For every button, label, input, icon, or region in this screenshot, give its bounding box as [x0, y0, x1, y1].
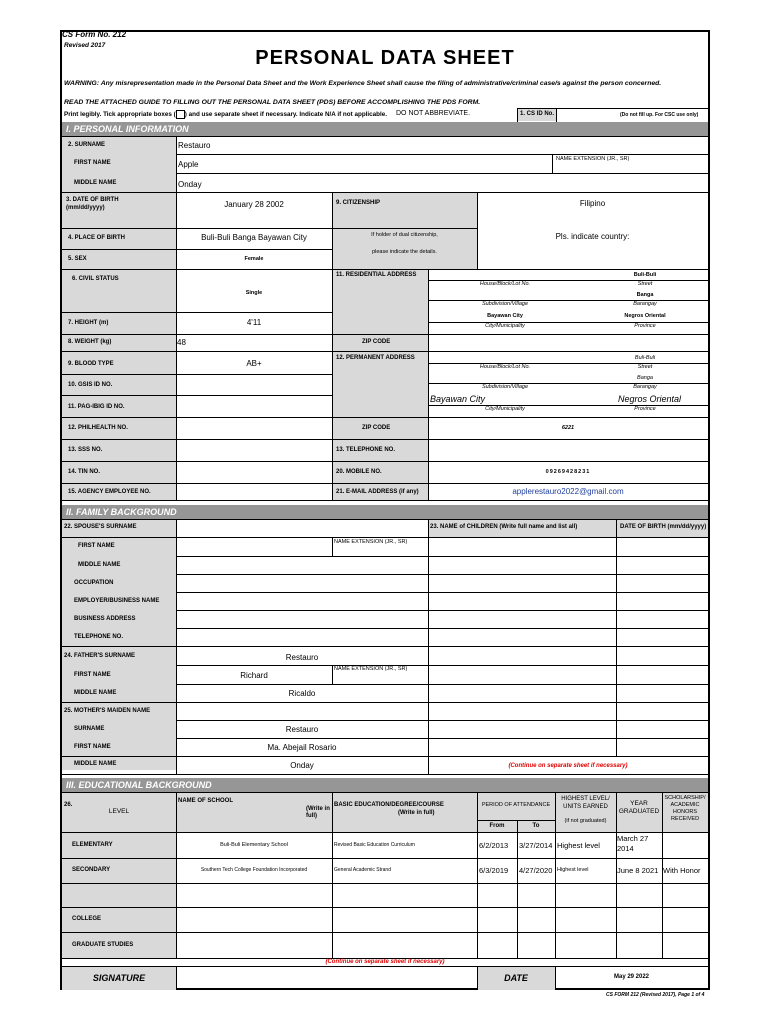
edu-honors-secondary[interactable]: With Honor: [663, 866, 701, 875]
children-label: 23. NAME of CHILDREN (Write full name and list all): [430, 524, 578, 530]
res-house-value[interactable]: Buli-Buli: [633, 272, 657, 278]
perm-barangay-label: Barangay: [633, 384, 657, 390]
sex-value[interactable]: Female: [244, 256, 264, 262]
date-label: DATE: [504, 973, 528, 983]
edu-to-elementary[interactable]: 3/27/2014: [519, 841, 553, 850]
form-footer: CS FORM 212 (Revised 2017), Page 1 of 4: [606, 992, 705, 998]
level-header: LEVEL: [108, 808, 130, 815]
telephone-label: 13. TELEPHONE NO.: [336, 447, 396, 453]
weight-value[interactable]: 48: [177, 338, 186, 347]
sss-label: 13. SSS NO.: [68, 447, 103, 453]
res-barangay-label: Barangay: [633, 301, 657, 307]
spouse-firstname-label: FIRST NAME: [78, 543, 115, 549]
dual-citizenship-note: If holder of dual citizenship,: [371, 232, 438, 238]
spouse-name-ext-label: NAME EXTENSION (JR., SR): [334, 539, 408, 545]
education-continue-note: (Continue on separate sheet if necessary): [325, 959, 445, 965]
blood-type-value[interactable]: AB+: [246, 359, 262, 368]
education-number: 26.: [64, 802, 73, 808]
zip-code-2-label: ZIP CODE: [362, 425, 391, 431]
res-house-label: House/Block/Lot No.: [479, 281, 531, 287]
personal-data-sheet: [60, 30, 710, 990]
email-label: 21. E-MAIL ADDRESS (if any): [336, 489, 419, 495]
from-header: From: [489, 823, 505, 829]
res-village-value[interactable]: Banga: [636, 292, 654, 298]
res-city-value[interactable]: Bayawan City: [487, 313, 523, 319]
school-header: NAME OF SCHOOL: [178, 798, 233, 804]
mother-middlename-label: MIDDLE NAME: [74, 761, 117, 767]
section-family-background: II. FAMILY BACKGROUND: [62, 505, 708, 519]
father-surname-label: 24. FATHER'S SURNAME: [64, 653, 135, 659]
section-educational-background: III. EDUCATIONAL BACKGROUND: [62, 778, 708, 792]
family-continue-note: (Continue on separate sheet if necessary): [508, 763, 628, 769]
indicate-country[interactable]: Pls. indicate country:: [555, 232, 630, 241]
res-province-value[interactable]: Negros Oriental: [624, 313, 666, 319]
res-subdivision-label: Subdivision/Village: [481, 301, 529, 307]
edu-highest-elementary[interactable]: Highest level: [557, 841, 600, 850]
edu-course-elementary[interactable]: Revised Basic Education Curriculum: [334, 842, 415, 848]
to-header: To: [532, 823, 540, 829]
edu-school-elementary[interactable]: Buli-Buli Elementary School: [220, 842, 288, 848]
mother-surname-value[interactable]: Restauro: [285, 725, 319, 734]
print-note-b: ) and use separate sheet if necessary. Indicate N/A if not applicable.: [184, 111, 388, 119]
occupation-label: OCCUPATION: [74, 580, 114, 586]
highest-level-sub: (if not graduated): [564, 818, 607, 824]
father-middlename-label: MIDDLE NAME: [74, 690, 117, 696]
edu-from-secondary[interactable]: 6/3/2019: [479, 866, 509, 875]
edu-level-college: COLLEGE: [72, 916, 102, 922]
perm-province-value[interactable]: Negros Oriental: [618, 394, 682, 404]
spouse-surname-label: 22. SPOUSE'S SURNAME: [64, 524, 137, 530]
firstname-label: FIRST NAME: [74, 160, 111, 166]
honors-header: SCHOLARSHIP/ ACADEMIC HONORS RECEIVED: [664, 795, 706, 822]
mother-maiden-label: 25. MOTHER'S MAIDEN NAME: [64, 708, 151, 714]
mother-firstname-value[interactable]: Ma. Abejail Rosario: [267, 743, 337, 752]
zip-code-2-value[interactable]: 6221: [561, 425, 575, 431]
mother-middlename-value[interactable]: Onday: [290, 761, 314, 770]
edu-course-secondary[interactable]: General Academic Strand: [334, 867, 391, 873]
surname-value[interactable]: Restauro: [178, 141, 211, 150]
gsis-label: 10. GSIS ID NO.: [68, 382, 113, 388]
height-value[interactable]: 4'11: [246, 318, 262, 327]
civil-status-value[interactable]: Single: [245, 290, 263, 296]
blood-type-label: 9. BLOOD TYPE: [68, 361, 114, 367]
dob-label: 3. DATE OF BIRTH (mm/dd/yyyy): [66, 197, 119, 211]
spouse-telephone-label: TELEPHONE NO.: [74, 634, 124, 640]
form-number: CS Form No. 212: [62, 30, 127, 39]
perm-house-label: House/Block/Lot No.: [479, 364, 531, 370]
res-province-label: Province: [634, 323, 656, 329]
business-address-label: BUSINESS ADDRESS: [74, 616, 136, 622]
edu-level-graduate: GRADUATE STUDIES: [72, 942, 134, 948]
section-personal-information: I. PERSONAL INFORMATION: [62, 122, 708, 136]
mother-surname-label: SURNAME: [74, 726, 105, 732]
res-street-label: Street: [637, 281, 653, 287]
permanent-address-label: 12. PERMANENT ADDRESS: [336, 355, 415, 361]
csid-note: (Do not fill up. For CSC use only): [620, 112, 699, 118]
agency-employee-label: 15. AGENCY EMPLOYEE NO.: [68, 489, 151, 495]
name-extension-label: NAME EXTENSION (JR., SR): [556, 156, 630, 162]
page-title: PERSONAL DATA SHEET: [255, 47, 515, 69]
mobile-label: 20. MOBILE NO.: [336, 469, 382, 475]
read-guide-text: READ THE ATTACHED GUIDE TO FILLING OUT THE PERSONAL DATA SHEET (PDS) BEFORE ACCOMPLISHING THE PDS FORM.: [64, 99, 481, 106]
checkbox-sample-icon: [176, 110, 185, 119]
edu-to-secondary[interactable]: 4/27/2020: [519, 866, 553, 875]
sex-label: 5. SEX: [68, 256, 87, 262]
warning-text: WARNING: Any misrepresentation made in the Personal Data Sheet and the Work Experience Sheet shall cause the filing of administrative/criminal case/s against the person concerned.: [64, 80, 662, 87]
residential-address-label: 11. RESIDENTIAL ADDRESS: [336, 272, 417, 278]
perm-street-label: Street: [637, 364, 653, 370]
perm-house-value[interactable]: Buli-Buli: [634, 355, 656, 361]
year-graduated-header: YEAR GRADUATED: [618, 800, 660, 815]
date-value[interactable]: May 29 2022: [613, 974, 650, 980]
course-write-full: (Write in full): [398, 810, 435, 816]
pagibig-label: 11. PAG-IBIG ID NO.: [68, 404, 125, 410]
dual-citizenship-note2: please indicate the details.: [372, 249, 437, 255]
perm-village-value[interactable]: Banga: [637, 375, 653, 381]
firstname-value[interactable]: Apple: [178, 160, 199, 169]
father-middlename-value[interactable]: Ricaldo: [288, 689, 316, 698]
tin-label: 14. TIN NO.: [68, 469, 101, 475]
children-dob-label: DATE OF BIRTH (mm/dd/yyyy): [620, 524, 707, 530]
period-header: PERIOD OF ATTENDANCE: [481, 802, 551, 808]
pob-label: 4. PLACE OF BIRTH: [68, 235, 126, 241]
school-write-full: (Write in full): [306, 806, 330, 819]
father-name-ext-label: NAME EXTENSION (JR., SR): [334, 666, 408, 672]
perm-province-label: Province: [634, 406, 656, 412]
surname-label: 2. SURNAME: [68, 142, 106, 148]
edu-year-elementary[interactable]: March 27 2014: [617, 834, 649, 853]
citizenship-value[interactable]: Filipino: [579, 199, 606, 208]
middlename-value[interactable]: Onday: [178, 180, 202, 189]
perm-subdivision-label: Subdivision/Village: [481, 384, 529, 390]
course-header: BASIC EDUCATION/DEGREE/COURSE: [334, 802, 444, 808]
edu-level-elementary: ELEMENTARY: [72, 842, 113, 848]
father-firstname-label: FIRST NAME: [74, 672, 111, 678]
edu-school-secondary[interactable]: Southern Tech College Foundation Incorporated: [200, 867, 308, 873]
dob-value[interactable]: January 28 2002: [224, 200, 284, 209]
mobile-value[interactable]: 09269428231: [545, 469, 591, 475]
edu-level-secondary: SECONDARY: [72, 867, 111, 873]
highest-level-header: HIGHEST LEVEL/ UNITS EARNED: [561, 796, 610, 810]
revised-note: Revised 2017: [64, 42, 106, 49]
spouse-middlename-label: MIDDLE NAME: [78, 562, 121, 568]
edu-from-elementary[interactable]: 6/2/2013: [479, 841, 509, 850]
father-surname-value[interactable]: Restauro: [285, 653, 319, 662]
print-note-a: Print legibly. Tick appropriate boxes (: [64, 111, 176, 119]
height-label: 7. HEIGHT (m): [68, 320, 109, 326]
middlename-label: MIDDLE NAME: [74, 180, 117, 186]
weight-label: 8. WEIGHT (kg): [68, 339, 112, 345]
edu-year-secondary[interactable]: June 8 2021: [617, 866, 659, 875]
print-legibly-note: [64, 110, 387, 119]
employer-label: EMPLOYER/BUSINESS NAME: [74, 598, 160, 604]
email-value[interactable]: applerestauro2022@gmail.com: [512, 487, 624, 496]
perm-city-label: City/Municipality: [485, 406, 525, 412]
mother-firstname-label: FIRST NAME: [74, 744, 111, 750]
do-not-abbreviate: DO NOT ABBREVIATE.: [396, 110, 471, 117]
citizenship-label: 9. CITIZENSHIP: [336, 200, 381, 206]
civil-status-label: 6. CIVIL STATUS: [72, 276, 119, 282]
zip-code-label: ZIP CODE: [362, 339, 391, 345]
philhealth-label: 12. PHILHEALTH NO.: [68, 425, 128, 431]
res-city-label: City/Municipality: [485, 323, 525, 329]
csid-label: 1. CS ID No.: [520, 111, 555, 117]
signature-label: SIGNATURE: [92, 973, 146, 983]
perm-city-value[interactable]: Bayawan City: [430, 394, 486, 404]
edu-highest-secondary[interactable]: Highest level: [557, 867, 589, 873]
father-firstname-value[interactable]: Richard: [240, 671, 268, 680]
pob-value[interactable]: Buli-Buli Banga Bayawan City: [201, 233, 307, 242]
